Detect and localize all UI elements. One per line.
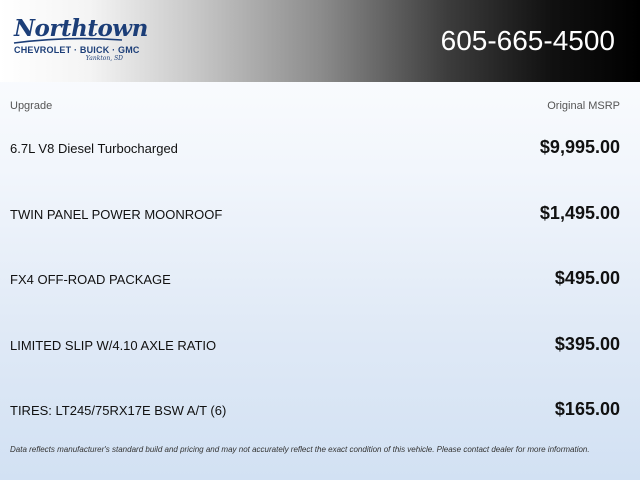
upgrade-price: $395.00 bbox=[554, 334, 620, 354]
logo-swoosh-icon bbox=[12, 37, 124, 45]
upgrade-name: TWIN PANEL POWER MOONROOF bbox=[10, 207, 223, 222]
upgrade-price: $495.00 bbox=[554, 268, 620, 288]
upgrade-row bbox=[0, 200, 640, 230]
upgrade-price: $165.00 bbox=[554, 399, 620, 419]
logo-location: Yankton, SD bbox=[85, 55, 123, 62]
column-header-msrp: Original MSRP bbox=[547, 100, 620, 112]
disclaimer-text: Data reflects manufacturer's standard build and pricing and may not accurately reflect the exact condition of this vehicle. Please contact dealer for more information. bbox=[10, 445, 590, 454]
header-banner bbox=[0, 0, 640, 82]
upgrade-name: FX4 OFF-ROAD PACKAGE bbox=[10, 272, 171, 287]
upgrade-row bbox=[0, 265, 640, 295]
upgrade-name: LIMITED SLIP W/4.10 AXLE RATIO bbox=[10, 338, 217, 353]
upgrade-name: 6.7L V8 Diesel Turbocharged bbox=[10, 141, 178, 156]
logo-dealer-name: Northtown bbox=[14, 15, 148, 42]
logo-brands: CHEVROLET · BUICK · GMC bbox=[14, 45, 140, 55]
upgrade-row bbox=[0, 134, 640, 164]
dealer-logo bbox=[12, 15, 148, 66]
upgrade-row bbox=[0, 396, 640, 426]
dealer-phone[interactable]: 605-665-4500 bbox=[440, 25, 615, 56]
upgrade-name: TIRES: LT245/75RX17E BSW A/T (6) bbox=[10, 403, 227, 418]
column-header-upgrade: Upgrade bbox=[10, 100, 53, 112]
upgrade-price: $9,995.00 bbox=[539, 137, 620, 157]
upgrade-price: $1,495.00 bbox=[539, 203, 620, 223]
upgrade-row bbox=[0, 331, 640, 361]
